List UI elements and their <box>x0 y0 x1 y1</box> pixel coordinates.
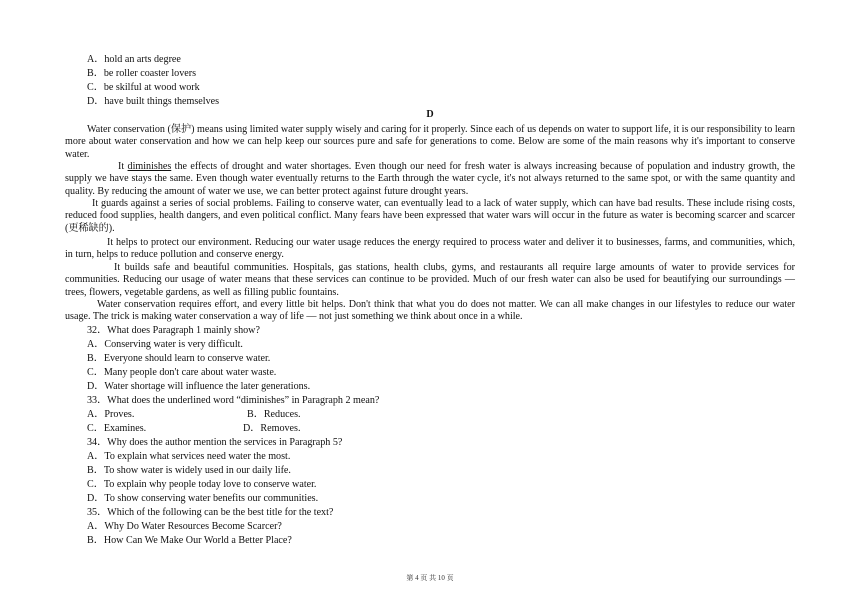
q33-option-c: C．Examines. <box>87 423 147 434</box>
q32-option-d: D．Water shortage will influence the later generations. <box>87 381 311 392</box>
prev-option-a: A．hold an arts degree <box>87 54 181 65</box>
paragraph-4: It helps to protect our environment. Reducing our water usage reduces the energy required to process water and deliver it to businesses, farms, and communities, which, in turn, helps to reduce pollution and conserve energy. <box>65 237 795 261</box>
q34-option-b: B．To show water is widely used in our daily life. <box>87 465 291 476</box>
question-33-stem: 33．What does the underlined word “diminishes” in Paragraph 2 mean? <box>87 395 380 406</box>
underlined-word: diminishes <box>127 161 172 172</box>
q32-option-b: B．Everyone should learn to conserve water. <box>87 353 271 364</box>
q32-option-c: C．Many people don't care about water waste. <box>87 367 277 378</box>
paragraph-2-rest: the effects of drought and water shortages. Even though our need for fresh water is always increasing because of population and industry growth, the supply we have stays the same. Even though water eventually returns to the Earth through the water cycle, it's not always returned to the same spot, or with the same quantity and quality. By reducing the amount of water we use, we can better protect against future drought years. <box>65 161 795 197</box>
paragraph-5: It builds safe and beautiful communities. Hospitals, gas stations, health clubs, gyms, and restaurants all require large amounts of water to provide services for communities. Reducing our usage of water means that these services can continue to be provided. Much of our fresh water can also be used for beautifying our surroundings — trees, flowers, vegetable gardens, as well as filling public fountains. <box>65 262 795 298</box>
q35-option-a: A．Why Do Water Resources Become Scarcer? <box>87 521 282 532</box>
q33-option-b: B．Reduces. <box>247 409 301 420</box>
q35-option-b: B．How Can We Make Our World a Better Place? <box>87 535 292 546</box>
paragraph-2 <box>65 161 795 198</box>
q32-option-a: A．Conserving water is very difficult. <box>87 339 243 350</box>
paragraph-1: Water conservation (保护) means using limited water supply wisely and caring for it properly. Since each of us depends on water to support life, it is our responsibility to learn more about water conservation and how we can help keep our sources pure and safe for generations to come. Below are some of the main reasons why it's important to conserve water. <box>65 124 795 160</box>
page-number-footer: 第 4 页 共 10 页 <box>406 574 454 582</box>
question-34-stem: 34．Why does the author mention the services in Paragraph 5? <box>87 437 343 448</box>
paragraph-2-start: It <box>118 161 128 172</box>
paragraph-3: It guards against a series of social problems. Failing to conserve water, can eventually lead to a lack of water supply, which can have bad results. These include rising costs, reduced food supplies, health dangers, and even political conflict. Many fears have been expressed that water wars will occur in the future as water is becoming scarcer and scarcer (更稀缺的). <box>65 198 795 234</box>
prev-option-d: D．have built things themselves <box>87 96 220 107</box>
q34-option-c: C．To explain why people today love to conserve water. <box>87 479 317 490</box>
q34-option-a: A．To explain what services need water the most. <box>87 451 291 462</box>
section-heading: D <box>426 109 434 120</box>
question-32-stem: 32．What does Paragraph 1 mainly show? <box>87 325 260 336</box>
q33-option-d: D．Removes. <box>243 423 301 434</box>
q34-option-d: D．To show conserving water benefits our communities. <box>87 493 319 504</box>
paragraph-6: Water conservation requires effort, and every little bit helps. Don't think that what you do does not matter. We can all make changes in our lifestyles to reduce our water usage. The trick is making water conservation a way of life — not just something we think about once in a while. <box>65 299 795 323</box>
prev-option-c: C．be skilful at wood work <box>87 82 200 93</box>
prev-option-b: B．be roller coaster lovers <box>87 68 197 79</box>
q33-option-a: A．Proves. <box>87 409 135 420</box>
question-35-stem: 35．Which of the following can be the best title for the text? <box>87 507 334 518</box>
